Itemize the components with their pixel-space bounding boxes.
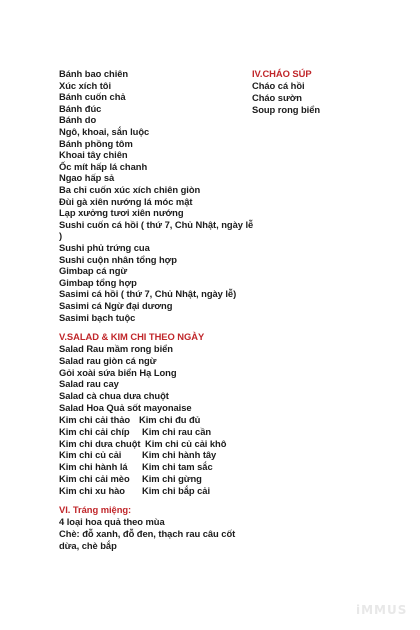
kimchi-item: Kim chi gừng <box>142 473 202 484</box>
kimchi-item: Kim chi củ cải <box>59 449 122 461</box>
kimchi-item: Kim chi cải chíp <box>59 425 130 437</box>
kimchi-item: Kim chi tam sắc <box>142 461 213 473</box>
watermark-logo: iMMUS <box>356 603 408 617</box>
menu-item: Xúc xích tôi <box>59 79 112 91</box>
chao-item: Soup rong biển <box>252 104 321 115</box>
salad-item: Salad Hoa Quả sốt mayonaise <box>59 402 192 413</box>
salad-heading: V.SALAD & KIM CHI THEO NGÀY <box>59 331 205 342</box>
dessert-item: Chè: đỗ xanh, đỗ đen, thạch rau câu cốt <box>59 527 236 539</box>
chao-item: Cháo cá hồi <box>252 80 305 91</box>
kimchi-item: Kim chi đu đủ <box>139 414 201 425</box>
kimchi-item: Kim chi củ cải khô <box>145 437 227 449</box>
menu-item: Bánh do <box>59 114 97 126</box>
menu-item: Bánh bao chiên <box>59 68 129 79</box>
menu-item: Bánh phồng tôm <box>59 137 133 149</box>
chao-heading: IV.CHÁO SÚP <box>252 68 312 79</box>
menu-item: Sasimi cá hồi ( thứ 7, Chủ Nhật, ngày lễ) <box>59 288 237 300</box>
kimchi-item: Kim chi dưa chuột <box>59 437 141 449</box>
menu-item: Sasimi bạch tuộc <box>59 311 136 323</box>
salad-item: Salad cà chua dưa chuột <box>59 390 169 402</box>
kimchi-item: Kim chi hành lá <box>59 461 128 473</box>
menu-item: Gimbap tổng hợp <box>59 276 137 288</box>
salad-item: Salad rau giòn cá ngừ <box>59 354 157 366</box>
menu-item: Ngô, khoai, sắn luộc <box>59 126 150 137</box>
dessert-item: 4 loại hoa quả theo mùa <box>59 516 165 527</box>
kimchi-item: Kim chi hành tây <box>142 449 217 461</box>
kimchi-item: Kim chi xu hào <box>59 484 125 496</box>
menu-item: Khoai tây chiên <box>59 149 128 161</box>
menu-item: Đùi gà xiên nướng lá móc mật <box>59 195 193 207</box>
salad-item: Salad Rau mầm rong biển <box>59 343 173 354</box>
menu-item: Ba chỉ cuốn xúc xích chiên giòn <box>59 184 201 195</box>
menu-item: Sushi phủ trứng cua <box>59 242 150 253</box>
menu-item: Lạp xưởng tươi xiên nướng <box>59 207 184 219</box>
menu-item: Sasimi cá Ngừ đại dương <box>59 300 173 311</box>
kimchi-item: Kim chi bắp cải <box>142 484 211 496</box>
menu-item: Sushi cuốn cá hồi ( thứ 7, Chủ Nhật, ngày lễ <box>59 218 254 230</box>
dessert-heading: VI. Tráng miệng: <box>59 504 132 515</box>
menu-item: Sushi cuộn nhân tổng hợp <box>59 253 177 265</box>
kimchi-item: Kim chi cải mèo <box>59 473 130 484</box>
kimchi-item: Kim chi rau cần <box>142 425 212 437</box>
menu-item: Gimbap cá ngừ <box>59 265 128 277</box>
dessert-item: dừa, chè bắp <box>59 539 117 551</box>
salad-item: Gỏi xoài sứa biển Hạ Long <box>59 366 177 378</box>
menu-item: Ngao hấp sả <box>59 172 115 184</box>
salad-item: Salad rau cay <box>59 378 119 390</box>
menu-item: Bánh cuốn chả <box>59 91 126 103</box>
menu-item: Bánh đúc <box>59 102 102 114</box>
kimchi-item: Kim chi cải thảo <box>59 414 131 425</box>
chao-item: Cháo sườn <box>252 92 302 103</box>
menu-item: Ốc mít hấp lá chanh <box>59 160 148 172</box>
menu-item: ) <box>59 230 63 242</box>
